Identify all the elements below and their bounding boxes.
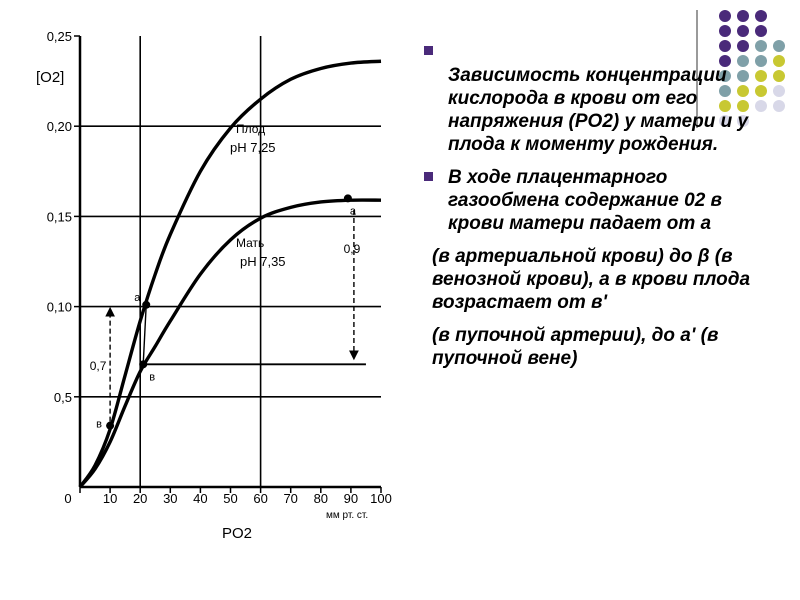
series-label-fetus-ph: pH 7,25 (230, 140, 276, 155)
continuation-text-1-content: (в артериальной крови) до β (в венозной крови), а в крови плода возрастает от в' (432, 246, 751, 313)
x-tick-label: 40 (193, 491, 208, 506)
decorative-dot (755, 25, 767, 37)
square-bullet-icon (424, 172, 433, 181)
x-axis-label: PO2 (222, 525, 253, 542)
x-tick-label: 10 (102, 491, 118, 506)
x-tick-label: 20 (132, 491, 148, 506)
point-marker (344, 194, 352, 202)
oxygen-dissociation-chart (0, 0, 420, 560)
decorative-dot (773, 40, 785, 52)
curve-fetus (80, 61, 381, 487)
point-marker (106, 422, 114, 430)
x-axis-unit: мм рт. ст. (326, 510, 369, 521)
bullet-item (420, 166, 760, 235)
decorative-dot (773, 100, 785, 112)
decorative-dot (719, 10, 731, 22)
description-panel (420, 40, 760, 380)
difference-label: 0,9 (343, 242, 361, 257)
decorative-dot (773, 55, 785, 67)
point-marker (142, 301, 150, 309)
x-tick-label: 70 (283, 491, 298, 506)
point-label: a (134, 291, 141, 304)
series-label-fetus: Плод (236, 122, 266, 136)
difference-label: 0,7 (89, 359, 107, 374)
x-tick-label: 30 (163, 491, 178, 506)
square-bullet-icon (424, 46, 433, 55)
continuation-text-1 (420, 245, 760, 314)
y-tick-label: 0,5 (53, 389, 72, 405)
point-label: a (349, 205, 357, 218)
bullet-item (420, 40, 760, 156)
y-tick-label: 0,15 (46, 209, 72, 225)
decorative-dot (755, 10, 767, 22)
bullet-text-2: В ходе плацентарного газообмена содержание 02 в крови матери падает от а (448, 167, 723, 234)
decorative-dot (773, 85, 785, 97)
y-tick-label: 0,20 (46, 119, 72, 135)
decorative-dot (773, 70, 785, 82)
x-tick-label: 50 (223, 491, 238, 506)
x-tick-label: 100 (370, 491, 392, 506)
point-marker (139, 360, 147, 368)
y-axis-label: [O2] (36, 69, 65, 86)
series-label-mother-ph: pH 7,35 (240, 254, 286, 269)
continuation-text-2-content: (в пупочной артерии), до а' (в пупочной вене) (432, 325, 719, 369)
point-label: в (149, 371, 156, 384)
y-tick-label: 0,10 (46, 299, 72, 315)
decorative-dot (737, 10, 749, 22)
x-tick-label: 60 (253, 491, 268, 506)
x-tick-label: 90 (343, 491, 359, 506)
x-tick-label: 0 (64, 491, 72, 506)
point-label: в (96, 418, 102, 431)
decorative-dot (737, 25, 749, 37)
continuation-text-2 (420, 324, 760, 370)
series-label-mother: Мать (236, 236, 265, 250)
decorative-dot (719, 25, 731, 37)
y-tick-label: 0,25 (46, 29, 72, 44)
curve-mother (80, 200, 381, 487)
bullet-text-1: Зависимость концентрации кислорода в крови от его напряжения (РО2) у матери и у плода к моменту рождения. (448, 65, 749, 155)
x-tick-label: 80 (313, 491, 329, 506)
